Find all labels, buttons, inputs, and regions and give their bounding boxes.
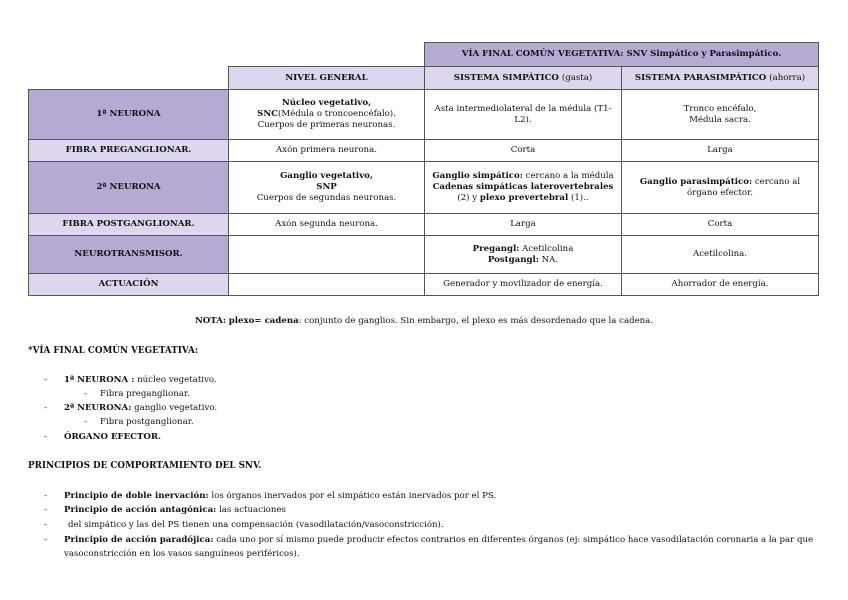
- cell-para-fpost: Corta: [622, 214, 819, 236]
- cell-para-act: Ahorrador de energía.: [622, 274, 819, 296]
- table-row: [29, 274, 819, 296]
- bullet-dash: -: [44, 535, 47, 545]
- cell-general-n1: Núcleo vegetativo, SNC(Médula o troncoencéfalo). Cuerpos de primeras neuronas.: [229, 90, 425, 140]
- row-label-fibra-post: FIBRA POSTGANGLIONAR.: [29, 214, 229, 236]
- plexo-note: NOTA: plexo= cadena: conjunto de ganglios. Sin embargo, el plexo es más desordenado que la cadena.: [194, 316, 654, 326]
- bullet-dash: -: [44, 432, 47, 442]
- bullet-dash: -: [44, 520, 47, 530]
- list-item: 1ª NEURONA : núcleo vegetativo.: [64, 375, 217, 385]
- cell-general-fpost: Axón segunda neurona.: [229, 214, 425, 236]
- principios-heading: PRINCIPIOS DE COMPORTAMIENTO DEL SNV.: [28, 461, 262, 471]
- table-row: [29, 90, 819, 140]
- snv-comparison-table: [28, 42, 819, 296]
- bullet-dash: -: [84, 389, 87, 399]
- table-row: [29, 162, 819, 214]
- cell-simp-n1: Asta intermediolateral de la médula (T1-L2).: [425, 90, 622, 140]
- cell-simp-act: Generador y movilizador de energía.: [425, 274, 622, 296]
- list-item: del simpático y las del PS tienen una compensación (vasodilatación/vasoconstricción).: [68, 520, 444, 530]
- row-label-neurotransmisor: NEUROTRANSMISOR.: [29, 236, 229, 274]
- col-header-general: NIVEL GENERAL: [229, 67, 425, 90]
- row-label-2a-neurona: 2ª NEURONA: [29, 162, 229, 214]
- table-row: [29, 214, 819, 236]
- cell-general-act: [229, 274, 425, 296]
- list-item: Fibra preganglionar.: [100, 389, 190, 399]
- bullet-dash: -: [44, 403, 47, 413]
- list-item: 2ª NEURONA: ganglio vegetativo.: [64, 403, 218, 413]
- list-item: ÓRGANO EFECTOR.: [64, 432, 162, 442]
- list-item-continuation: vasoconstricción en los vasos sanguíneos periféricos).: [64, 549, 300, 559]
- table-top-header: VÍA FINAL COMÚN VEGETATIVA: SNV Simpático y Parasimpático.: [425, 43, 819, 67]
- cell-para-n2: Ganglio parasimpático: cercano al órgano efector.: [622, 162, 819, 214]
- cell-general-nt: [229, 236, 425, 274]
- list-item: Fibra postganglionar.: [100, 417, 194, 427]
- row-label-fibra-pre: FIBRA PREGANGLIONAR.: [29, 140, 229, 162]
- bullet-dash: -: [44, 375, 47, 385]
- list-item: Principio de acción antagónica: las actuaciones: [64, 505, 286, 515]
- bullet-dash: -: [44, 505, 47, 515]
- cell-general-n2: Ganglio vegetativo, SNP Cuerpos de segundas neuronas.: [229, 162, 425, 214]
- bullet-dash: -: [44, 491, 47, 501]
- cell-general-fpre: Axón primera neurona.: [229, 140, 425, 162]
- col-header-parasimpatico: SISTEMA PARASIMPÁTICO (ahorra): [622, 67, 819, 90]
- row-label-actuacion: ACTUACIÓN: [29, 274, 229, 296]
- cell-para-n1: Tronco encéfalo, Médula sacra.: [622, 90, 819, 140]
- cell-para-fpre: Larga: [622, 140, 819, 162]
- via-final-heading: *VÍA FINAL COMÚN VEGETATIVA:: [28, 346, 199, 356]
- cell-simp-nt: Pregangl: Acetilcolina Postgangl: NA.: [425, 236, 622, 274]
- row-label-1a-neurona: 1ª NEURONA: [29, 90, 229, 140]
- table-row: [29, 236, 819, 274]
- cell-simp-n2: Ganglio simpático: cercano a la médula Cadenas simpáticas laterovertebrales (2) y plexo prevertebral (1)..: [425, 162, 622, 214]
- bullet-dash: -: [84, 417, 87, 427]
- cell-para-nt: Acetilcolina.: [622, 236, 819, 274]
- empty-header-cell: [29, 67, 229, 90]
- list-item: Principio de acción paradójica: cada uno por sí mismo puede producir efectos contrarios en diferentes órganos (ej: simpático hace vasodilatación coronaria a la par que: [64, 535, 814, 545]
- list-item: Principio de doble inervación: los órganos inervados por el simpático están inervados por el PS.: [64, 491, 497, 501]
- col-header-simpatico: SISTEMA SIMPÁTICO (gasta): [425, 67, 622, 90]
- empty-corner: [29, 43, 425, 67]
- cell-simp-fpre: Corta: [425, 140, 622, 162]
- cell-simp-fpost: Larga: [425, 214, 622, 236]
- table-row: [29, 140, 819, 162]
